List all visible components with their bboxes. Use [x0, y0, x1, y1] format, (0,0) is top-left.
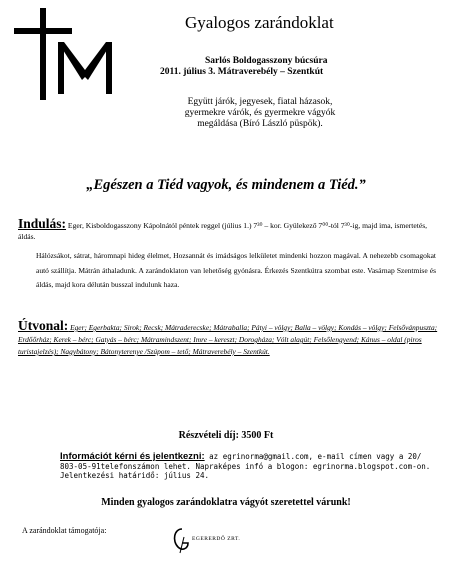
- participation-fee: Részvételi díj: 3500 Ft: [178, 430, 274, 441]
- route-section: [18, 320, 443, 358]
- departure-heading: Indulás:: [18, 216, 67, 231]
- sponsor-label: A zarándoklat támogatója:: [22, 526, 107, 535]
- motto: „Egészen a Tiéd vagyok, és mindenem a Tiéd.”: [86, 177, 366, 193]
- route-heading: Útvonal:: [18, 318, 69, 333]
- sponsor-logo: [170, 523, 270, 559]
- instructions-paragraph: Hálózsákot, sátrat, háromnapi hideg élelmet, Hozsannát és imádságos lelkületet mindenki hozzon magával. A nehezebb csomagokat autó szállítja. Mátrán áthaladunk. A zarándoklaton van lehetőség gyónásra. Érkezés Szentkútra szombat este. Vasárnap Szentmise és áldás, majd kora délután busszal indulunk haza.: [36, 251, 436, 289]
- invitation-text: Együtt járók, jegyesek, fiatal házasok, gyermekre várók, és gyermekre vágyók megáldása (Bíró László püspök).: [184, 97, 336, 129]
- event-date-route: 2011. július 3. Mátraverebély – Szentkút: [160, 67, 324, 77]
- departure-text: Eger, Kisboldogasszony Kápolnától péntek reggel (július 1.) 7³⁰ – kor. Gyülekező 7⁰⁰-tól 7³⁰-ig, majd ima, ismertetés, áldás.: [18, 221, 428, 241]
- sponsor-logo-text: EGERERDŐ ZRT.: [192, 536, 241, 542]
- info-heading: Információt kérni és jelentkezni:: [60, 451, 205, 462]
- page-title: Gyalogos zarándoklat: [185, 13, 334, 32]
- info-text: az egrinorma@gmail.com, e-mail címen vagy a 20/ 803-05-91telefonszámon lehet. Napraképes infó a blogon: egrinorma.blogspot.com-on. Jelentkezési határidő: július 24.: [60, 452, 431, 480]
- route-text: Eger; Egerbakta; Sirok; Recsk; Mátraderecske; Mátraballa; Pátyi – völgy; Balla – völgy; Kondás – völgy; Felsővánpuszta; Erdőőrház; Kerek – bérc; Gatyás – bérc; Mátramindszent; Imre – kereszt; Dorogháza; Vólt alagút; Felsőlengyend; Kánus – oldal (piros turistajelzés); Nagybátony; Bátonyterenye /Szúpom – tető; Mátraverebély – Szentkút.: [18, 323, 438, 356]
- departure-section: [18, 218, 443, 242]
- info-section: [60, 452, 440, 481]
- cross-m-logo-icon: [14, 8, 114, 100]
- event-subtitle: Sarlós Boldogasszony búcsúra: [205, 56, 328, 66]
- call-to-action: Minden gyalogos zarándoklatra vágyót szeretettel várunk!: [101, 497, 351, 508]
